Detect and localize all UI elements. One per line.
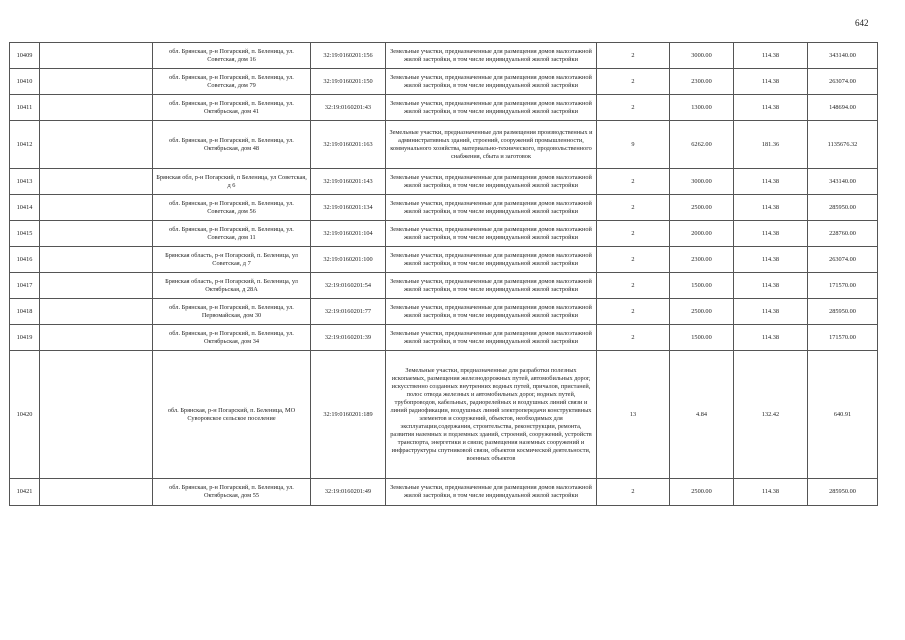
row-cadastral-value: 343140.00 xyxy=(808,169,878,195)
row-cadastral-value: 285950.00 xyxy=(808,195,878,221)
row-rate: 114.38 xyxy=(734,273,808,299)
table-row xyxy=(10,169,878,195)
empty-column xyxy=(40,43,153,69)
row-land-use: Земельные участки, предназначенные для размещения домов малоэтажной жилой застройки, в том числе индивидуальной жилой застройки xyxy=(386,325,597,351)
row-id: 10410 xyxy=(10,69,40,95)
row-land-use: Земельные участки, предназначенные для размещения домов малоэтажной жилой застройки, в том числе индивидуальной жилой застройки xyxy=(386,95,597,121)
row-category: 2 xyxy=(597,43,670,69)
row-area: 2500.00 xyxy=(670,479,734,506)
row-rate: 114.38 xyxy=(734,95,808,121)
empty-column xyxy=(40,195,153,221)
row-cadastral-value: 228760.00 xyxy=(808,221,878,247)
row-cadastral-number: 32:19:0160201:104 xyxy=(311,221,386,247)
row-area: 2500.00 xyxy=(670,299,734,325)
row-cadastral-value: 263074.00 xyxy=(808,69,878,95)
row-category: 9 xyxy=(597,121,670,169)
row-id: 10415 xyxy=(10,221,40,247)
row-category: 2 xyxy=(597,247,670,273)
row-rate: 114.38 xyxy=(734,43,808,69)
row-area: 6262.00 xyxy=(670,121,734,169)
row-cadastral-number: 32:19:0160201:39 xyxy=(311,325,386,351)
row-category: 13 xyxy=(597,351,670,479)
empty-column xyxy=(40,247,153,273)
row-cadastral-value: 640.91 xyxy=(808,351,878,479)
row-id: 10416 xyxy=(10,247,40,273)
row-category: 2 xyxy=(597,325,670,351)
row-area: 2300.00 xyxy=(670,69,734,95)
empty-column xyxy=(40,299,153,325)
row-id: 10418 xyxy=(10,299,40,325)
row-category: 2 xyxy=(597,69,670,95)
empty-column xyxy=(40,169,153,195)
row-category: 2 xyxy=(597,195,670,221)
row-category: 2 xyxy=(597,221,670,247)
table-row xyxy=(10,479,878,506)
empty-column xyxy=(40,351,153,479)
row-cadastral-number: 32:19:0160201:134 xyxy=(311,195,386,221)
row-address: Брянская область, р-н Погарский, п. Беленица, ул Советская, д 7 xyxy=(153,247,311,273)
row-land-use: Земельные участки, предназначенные для размещения производственных и административных зданий, строений, сооружений промышленности, коммунального хозяйства, материально-технического, продовольственного снабжения, сбыта и заготовок xyxy=(386,121,597,169)
row-id: 10411 xyxy=(10,95,40,121)
row-rate: 114.38 xyxy=(734,169,808,195)
row-land-use: Земельные участки, предназначенные для размещения домов малоэтажной жилой застройки, в том числе индивидуальной жилой застройки xyxy=(386,43,597,69)
row-land-use: Земельные участки, предназначенные для размещения домов малоэтажной жилой застройки, в том числе индивидуальной жилой застройки xyxy=(386,273,597,299)
row-land-use: Земельные участки, предназначенные для размещения домов малоэтажной жилой застройки, в том числе индивидуальной жилой застройки xyxy=(386,221,597,247)
row-area: 3000.00 xyxy=(670,169,734,195)
row-cadastral-number: 32:19:0160201:77 xyxy=(311,299,386,325)
row-address: Брянская обл, р-н Погарский, п Беленица, ул Советская, д 6 xyxy=(153,169,311,195)
row-address: обл. Брянская, р-н Погарский, п. Беленица, ул. Октябрьская, дом 48 xyxy=(153,121,311,169)
row-cadastral-number: 32:19:0160201:43 xyxy=(311,95,386,121)
row-category: 2 xyxy=(597,299,670,325)
table-row xyxy=(10,299,878,325)
row-category: 2 xyxy=(597,169,670,195)
row-area: 1300.00 xyxy=(670,95,734,121)
row-address: Брянская область, р-н Погарский, п. Беленица, ул Октябрьская, д 28А xyxy=(153,273,311,299)
row-cadastral-number: 32:19:0160201:49 xyxy=(311,479,386,506)
empty-column xyxy=(40,273,153,299)
row-cadastral-number: 32:19:0160201:163 xyxy=(311,121,386,169)
row-id: 10419 xyxy=(10,325,40,351)
table-row xyxy=(10,325,878,351)
row-address: обл. Брянская, р-н Погарский, п. Беленица, ул. Советская, дом 11 xyxy=(153,221,311,247)
empty-column xyxy=(40,479,153,506)
row-area: 1500.00 xyxy=(670,325,734,351)
row-area: 1500.00 xyxy=(670,273,734,299)
row-cadastral-value: 285950.00 xyxy=(808,299,878,325)
row-id: 10409 xyxy=(10,43,40,69)
row-land-use: Земельные участки, предназначенные для размещения домов малоэтажной жилой застройки, в том числе индивидуальной жилой застройки xyxy=(386,169,597,195)
row-cadastral-number: 32:19:0160201:189 xyxy=(311,351,386,479)
row-rate: 114.38 xyxy=(734,195,808,221)
row-rate: 114.38 xyxy=(734,221,808,247)
row-rate: 114.38 xyxy=(734,325,808,351)
row-land-use: Земельные участки, предназначенные для разработки полезных ископаемых, размещения железнодорожных путей, автомобильных дорог, искусственно созданных внутренних водных путей, причалов, пристаней, полос отвода железных и автомобильных дорог, водных путей, трубопроводов, кабельных, радиорелейных и воздушных линий связи и линий радиофикации, воздушных линий электропередачи конструктивных элементов и сооружений, объектов, необходимых для эксплуатации,содержания, строительства, реконструкции, ремонта, развития наземных и подземных зданий, строений, сооружений, устройств транспорта, энергетики и связи; размещения наземных сооружений и инфраструктуры спутниковой связи, объектов космической деятельности, военных объектов xyxy=(386,351,597,479)
row-address: обл. Брянская, р-н Погарский, п. Беленица, ул. Первомайская, дом 30 xyxy=(153,299,311,325)
table-row xyxy=(10,121,878,169)
row-land-use: Земельные участки, предназначенные для размещения домов малоэтажной жилой застройки, в том числе индивидуальной жилой застройки xyxy=(386,195,597,221)
row-address: обл. Брянская, р-н Погарский, п. Беленица, ул. Советская, дом 16 xyxy=(153,43,311,69)
empty-column xyxy=(40,69,153,95)
table-row xyxy=(10,43,878,69)
row-land-use: Земельные участки, предназначенные для размещения домов малоэтажной жилой застройки, в том числе индивидуальной жилой застройки xyxy=(386,247,597,273)
row-id: 10414 xyxy=(10,195,40,221)
row-address: обл. Брянская, р-н Погарский, п. Беленица, ул. Советская, дом 79 xyxy=(153,69,311,95)
row-cadastral-number: 32:19:0160201:150 xyxy=(311,69,386,95)
row-area: 2500.00 xyxy=(670,195,734,221)
row-cadastral-value: 343140.00 xyxy=(808,43,878,69)
row-category: 2 xyxy=(597,273,670,299)
row-rate: 132.42 xyxy=(734,351,808,479)
row-address: обл. Брянская, р-н Погарский, п. Беленица, ул. Советская, дом 56 xyxy=(153,195,311,221)
row-cadastral-value: 171570.00 xyxy=(808,325,878,351)
row-id: 10420 xyxy=(10,351,40,479)
table-row xyxy=(10,221,878,247)
table-body xyxy=(10,43,878,506)
row-cadastral-value: 1135676.32 xyxy=(808,121,878,169)
empty-column xyxy=(40,121,153,169)
row-cadastral-number: 32:19:0160201:100 xyxy=(311,247,386,273)
row-land-use: Земельные участки, предназначенные для размещения домов малоэтажной жилой застройки, в том числе индивидуальной жилой застройки xyxy=(386,69,597,95)
row-rate: 114.38 xyxy=(734,479,808,506)
row-rate: 181.36 xyxy=(734,121,808,169)
table-row xyxy=(10,95,878,121)
row-area: 2000.00 xyxy=(670,221,734,247)
row-rate: 114.38 xyxy=(734,69,808,95)
row-category: 2 xyxy=(597,479,670,506)
empty-column xyxy=(40,221,153,247)
row-rate: 114.38 xyxy=(734,299,808,325)
row-cadastral-value: 263074.00 xyxy=(808,247,878,273)
row-rate: 114.38 xyxy=(734,247,808,273)
row-cadastral-number: 32:19:0160201:156 xyxy=(311,43,386,69)
row-id: 10421 xyxy=(10,479,40,506)
row-address: обл. Брянская, р-н Погарский, п. Беленица, ул. Октябрьская, дом 41 xyxy=(153,95,311,121)
table-row xyxy=(10,195,878,221)
table-row xyxy=(10,273,878,299)
empty-column xyxy=(40,95,153,121)
row-land-use: Земельные участки, предназначенные для размещения домов малоэтажной жилой застройки, в том числе индивидуальной жилой застройки xyxy=(386,299,597,325)
row-cadastral-value: 171570.00 xyxy=(808,273,878,299)
row-area: 4.84 xyxy=(670,351,734,479)
table-row xyxy=(10,351,878,479)
row-address: обл. Брянская, р-н Погарский, п. Беленица, ул. Октябрьская, дом 34 xyxy=(153,325,311,351)
row-cadastral-number: 32:19:0160201:143 xyxy=(311,169,386,195)
row-land-use: Земельные участки, предназначенные для размещения домов малоэтажной жилой застройки, в том числе индивидуальной жилой застройки xyxy=(386,479,597,506)
row-id: 10412 xyxy=(10,121,40,169)
row-cadastral-value: 148694.00 xyxy=(808,95,878,121)
page-number: 642 xyxy=(855,18,869,28)
row-address: обл. Брянская, р-н Погарский, п. Беленица, МО Суворовское сельское поселение xyxy=(153,351,311,479)
row-cadastral-value: 285950.00 xyxy=(808,479,878,506)
row-cadastral-number: 32:19:0160201:54 xyxy=(311,273,386,299)
row-area: 3000.00 xyxy=(670,43,734,69)
row-id: 10417 xyxy=(10,273,40,299)
row-category: 2 xyxy=(597,95,670,121)
land-registry-table xyxy=(9,42,878,506)
table-row xyxy=(10,69,878,95)
row-address: обл. Брянская, р-н Погарский, п. Беленица, ул. Октябрьская, дом 55 xyxy=(153,479,311,506)
row-id: 10413 xyxy=(10,169,40,195)
empty-column xyxy=(40,325,153,351)
table-row xyxy=(10,247,878,273)
row-area: 2300.00 xyxy=(670,247,734,273)
